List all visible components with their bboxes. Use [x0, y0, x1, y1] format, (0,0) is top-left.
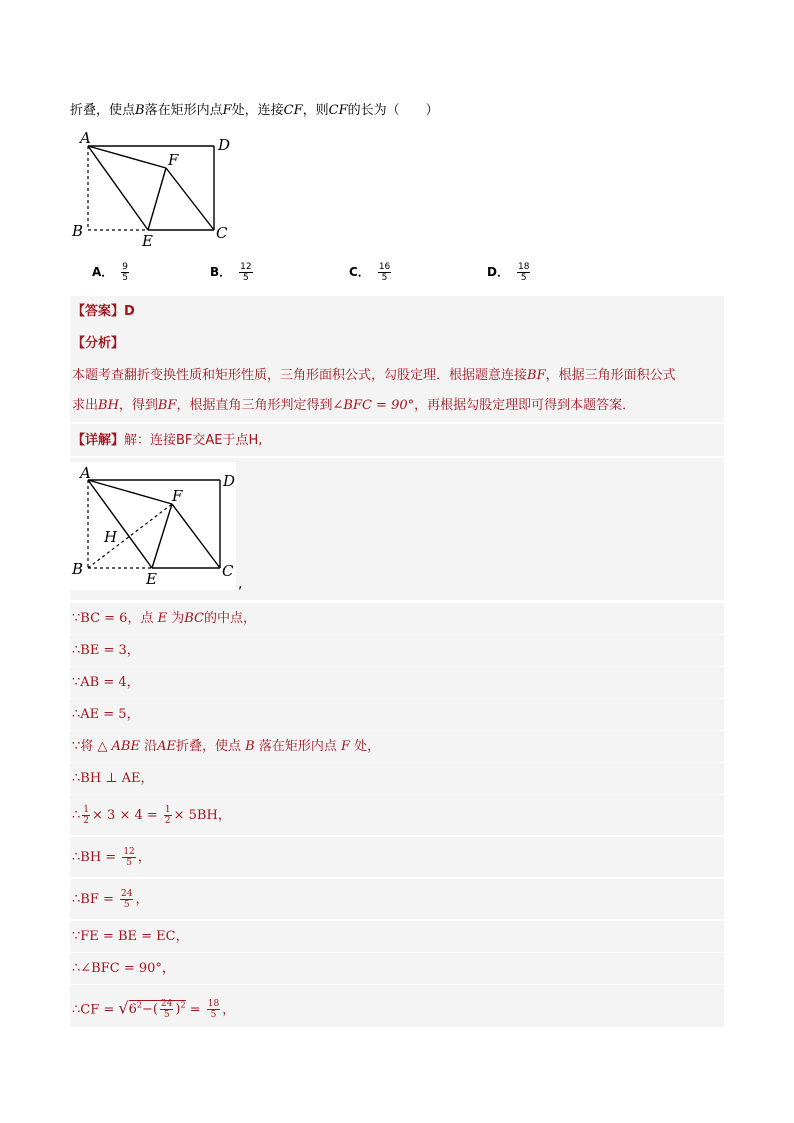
- label-b: B: [72, 560, 84, 578]
- segment-cf-label: CF: [328, 103, 348, 118]
- sqrt-icon: √: [118, 998, 129, 1018]
- option-fraction: $\frac{9}{5}$: [122, 262, 129, 283]
- question-seg: 处，连接: [231, 103, 284, 118]
- segment-fc: [172, 504, 220, 568]
- detail-heading: [72, 428, 262, 454]
- option-letter: C．: [349, 265, 370, 279]
- label-f: F: [168, 151, 179, 169]
- segment-fe: [148, 168, 166, 230]
- label-e: E: [146, 570, 157, 588]
- option-letter: A．: [92, 265, 114, 279]
- step-band: [70, 837, 724, 877]
- detail-tag: 【详解】: [72, 433, 125, 448]
- label-c: C: [216, 224, 228, 242]
- option-c[interactable]: [349, 262, 393, 283]
- answer-tag: 【答案】: [72, 304, 125, 319]
- step-9: ∴BF = $\frac{24}{5}$ ，: [72, 889, 149, 910]
- question-seg: ，则: [302, 103, 329, 118]
- option-letter: B．: [210, 265, 232, 279]
- step-7: ∴ $\frac{1}{2}$ × 3 × 4 = $\frac{1}{2}$ × 5BH，: [72, 805, 231, 826]
- step-band: [70, 699, 724, 730]
- label-c: C: [222, 562, 234, 580]
- segment-bf-dashed: [88, 504, 172, 568]
- step-band: [70, 635, 724, 666]
- label-e: E: [142, 232, 153, 250]
- radicand: $6^2-$( $\frac{24}{5}$ )$^2$: [128, 999, 186, 1021]
- step-band: [70, 667, 724, 698]
- segment-ae: [88, 480, 152, 568]
- segment-fc: [166, 168, 214, 230]
- segment-ae: [88, 146, 148, 230]
- option-b[interactable]: [210, 262, 255, 283]
- label-a: A: [80, 129, 91, 147]
- answer-line: [72, 299, 135, 325]
- step-3: ∵AB = 4，: [72, 675, 140, 690]
- point-f-label: F: [222, 103, 232, 118]
- figure-rectangle-fold: [68, 128, 238, 250]
- label-h: H: [104, 528, 118, 546]
- segment-af: [88, 146, 166, 168]
- question-seg: 折叠，使点: [70, 103, 136, 118]
- step-1: ∵BC = 6，点 E 为BC的中点，: [72, 611, 256, 626]
- figure2-comma: ,: [238, 576, 243, 592]
- step-10: ∵FE = BE = EC，: [72, 929, 189, 944]
- option-fraction: $\frac{18}{5}$: [517, 262, 530, 283]
- analysis-line-2: 求出BH，得到BF，根据直角三角形判定得到∠BFC = 90°，再根据勾股定理即可得到本题答案．: [72, 398, 636, 413]
- label-b: B: [72, 222, 84, 240]
- segment-fe: [152, 504, 172, 568]
- detail-text: 解：连接BF交AE于点H,: [124, 433, 263, 448]
- segment-cf-label: CF: [283, 103, 303, 118]
- point-b-label: B: [135, 103, 145, 118]
- step-6: ∴BH ⊥ AE，: [72, 771, 154, 786]
- option-d[interactable]: [487, 262, 532, 283]
- label-d: D: [218, 136, 231, 154]
- label-a: A: [80, 464, 91, 482]
- step-11: ∴∠BFC = 90°，: [72, 961, 175, 976]
- label-d: D: [223, 472, 236, 490]
- option-a[interactable]: [92, 262, 131, 283]
- analysis-heading: [72, 331, 124, 357]
- label-f: F: [172, 487, 183, 505]
- option-letter: D．: [487, 265, 509, 279]
- step-2: ∴BE = 3，: [72, 643, 140, 658]
- step-8: ∴BH = $\frac{12}{5}$ ，: [72, 847, 151, 868]
- figure-rectangle-fold-with-h: [68, 462, 236, 590]
- segment-af: [88, 480, 172, 504]
- step-4: ∴AE = 5，: [72, 707, 140, 722]
- question-seg: 的长为（ ）: [347, 103, 439, 118]
- question-text: [70, 100, 439, 122]
- step-12: ∴CF = $√6^2-$( $\frac{24}{5}$ )$^2$ = $\frac{18}{5}$ ，: [72, 998, 236, 1021]
- step-band: [70, 879, 724, 919]
- answer-value: D: [124, 304, 135, 319]
- option-fraction: $\frac{16}{5}$: [378, 262, 391, 283]
- option-fraction: $\frac{12}{5}$: [240, 262, 252, 283]
- step-5: ∵将 △ ABE 沿AE折叠，使点 B 落在矩形内点 F 处，: [72, 739, 381, 754]
- step-band: [70, 763, 724, 794]
- analysis-tag: 【分析】: [72, 336, 125, 351]
- analysis-line-1: 本题考查翻折变换性质和矩形性质，三角形面积公式，勾股定理．根据题意连接BF，根据三角形面积公式: [72, 368, 676, 383]
- question-seg: 落在矩形内点: [144, 103, 223, 118]
